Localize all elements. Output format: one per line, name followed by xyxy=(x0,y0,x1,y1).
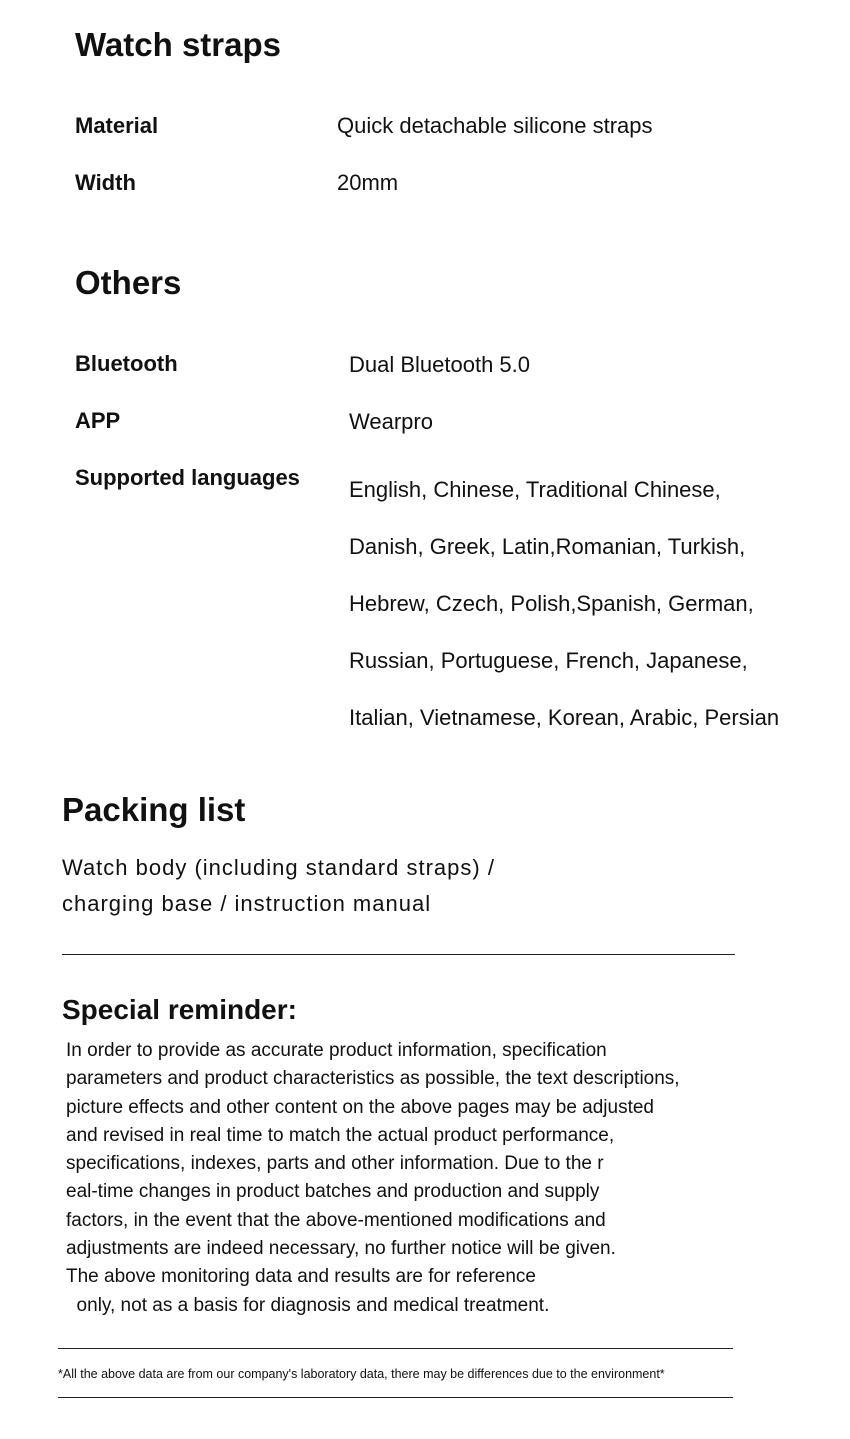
spec-label-app: APP xyxy=(75,408,121,433)
footnote: *All the above data are from our company's laboratory data, there may be differences due to the environment* xyxy=(58,1367,665,1381)
language-line: Danish, Greek, Latin,Romanian, Turkish, xyxy=(349,534,746,559)
spec-value-bluetooth: Dual Bluetooth 5.0 xyxy=(349,352,531,377)
language-line: English, Chinese, Traditional Chinese, xyxy=(349,477,721,502)
language-line: Italian, Vietnamese, Korean, Arabic, Persian xyxy=(349,705,780,730)
language-line: Russian, Portuguese, French, Japanese, xyxy=(349,648,748,673)
reminder-line: and revised in real time to match the actual product performance, xyxy=(66,1124,615,1146)
spec-value-width: 20mm xyxy=(337,170,399,195)
section-title-packing-list: Packing list xyxy=(62,791,246,828)
reminder-line: eal-time changes in product batches and production and supply xyxy=(66,1181,600,1203)
spec-value-languages xyxy=(349,461,779,746)
section-title-watch-straps: Watch straps xyxy=(75,26,281,63)
packing-list-text xyxy=(62,850,495,922)
spec-label-width: Width xyxy=(75,170,136,195)
divider xyxy=(58,1397,733,1398)
spec-label-material: Material xyxy=(75,113,159,138)
reminder-line: adjustments are indeed necessary, no further notice will be given. xyxy=(66,1238,616,1260)
packing-line: Watch body (including standard straps) / xyxy=(62,855,495,880)
divider xyxy=(58,1348,733,1349)
reminder-line: specifications, indexes, parts and other information. Due to the r xyxy=(66,1153,604,1175)
section-title-others: Others xyxy=(75,264,182,301)
language-line: Hebrew, Czech, Polish,Spanish, German, xyxy=(349,591,754,616)
spec-value-app: Wearpro xyxy=(349,409,433,434)
reminder-line: parameters and product characteristics as possible, the text descriptions, xyxy=(66,1068,680,1090)
reminder-line: In order to provide as accurate product information, specification xyxy=(66,1040,607,1061)
reminder-line: factors, in the event that the above-mentioned modifications and xyxy=(66,1209,606,1231)
section-title-special-reminder: Special reminder: xyxy=(62,994,297,1025)
divider xyxy=(62,954,735,955)
spec-value-material: Quick detachable silicone straps xyxy=(337,113,653,138)
reminder-line: The above monitoring data and results are for reference xyxy=(66,1266,536,1288)
special-reminder-text xyxy=(66,1037,680,1320)
packing-line: charging base / instruction manual xyxy=(62,891,432,916)
spec-label-bluetooth: Bluetooth xyxy=(75,351,178,376)
reminder-line: picture effects and other content on the above pages may be adjusted xyxy=(66,1096,654,1118)
spec-label-languages: Supported languages xyxy=(75,465,300,490)
reminder-line: only, not as a basis for diagnosis and medical treatment. xyxy=(66,1294,550,1316)
